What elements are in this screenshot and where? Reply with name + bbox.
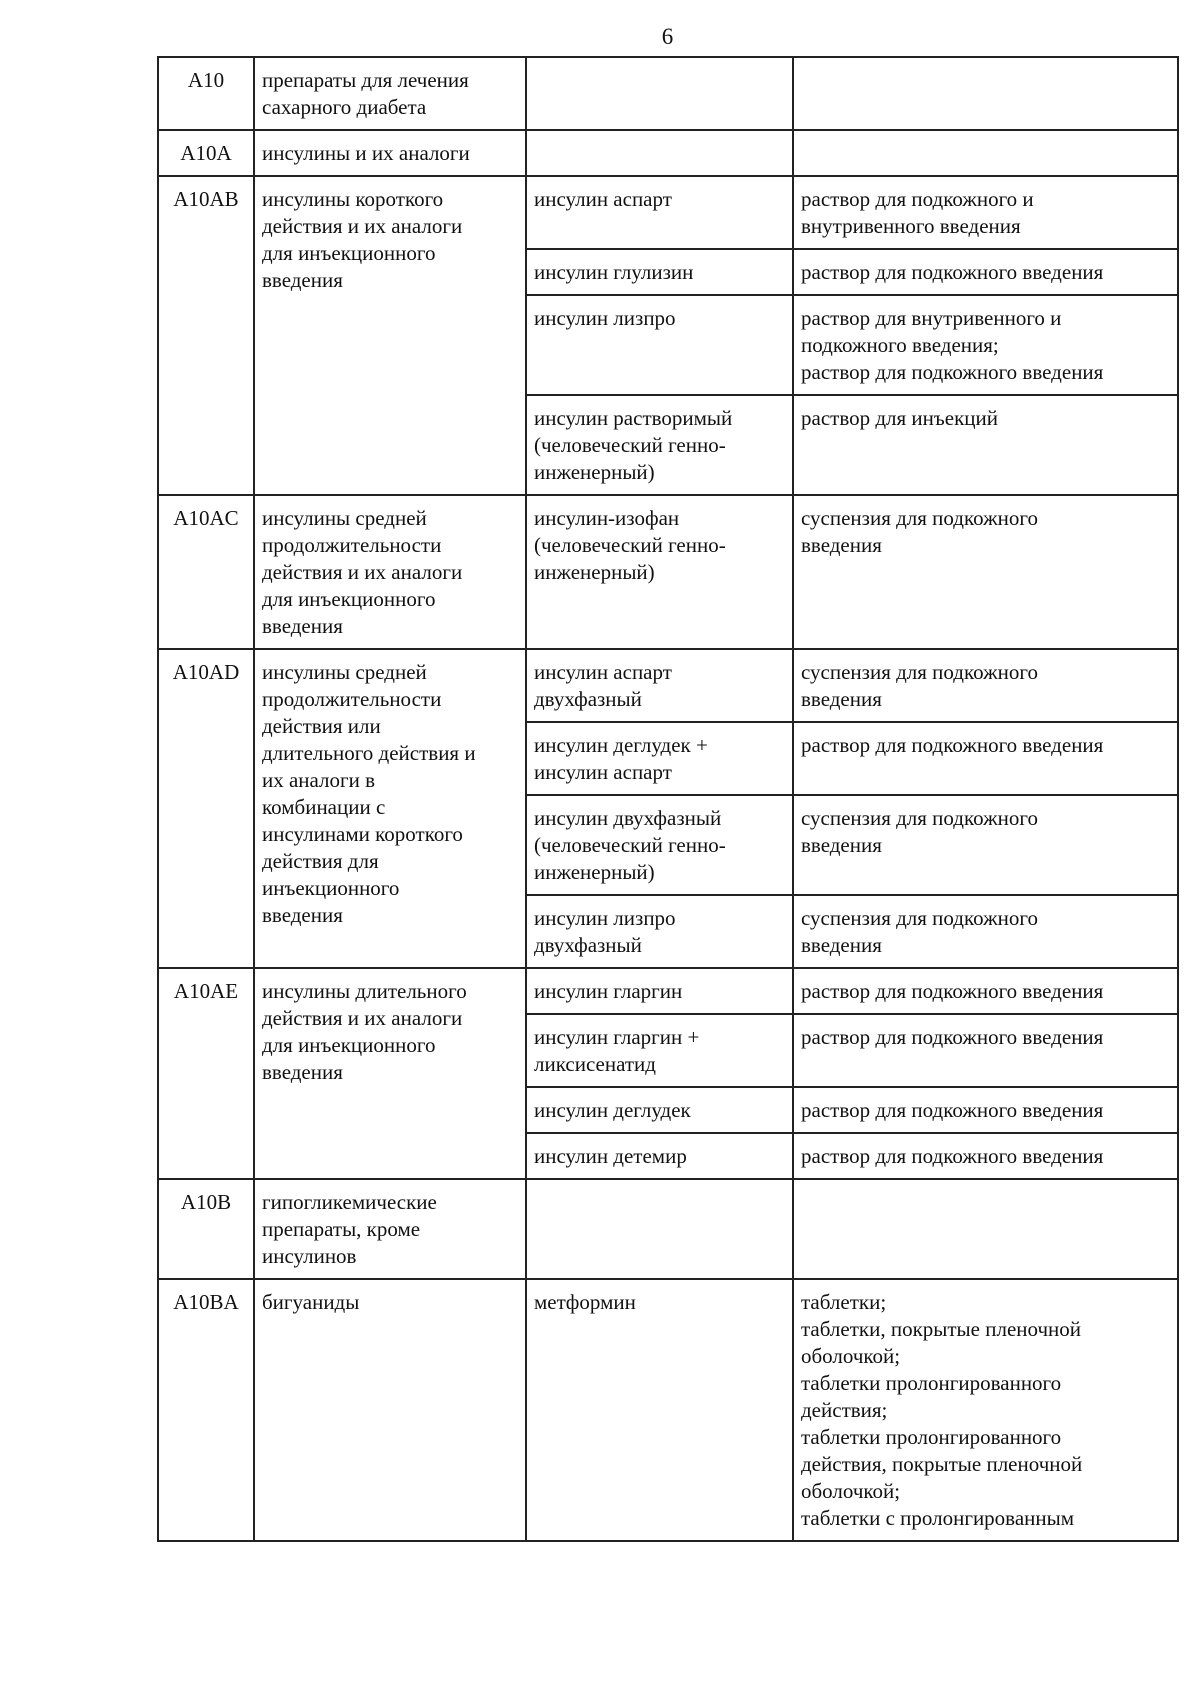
group-name-line: продолжительности: [262, 533, 442, 557]
drug-name: [526, 1133, 793, 1179]
table-row: [158, 130, 1178, 176]
table-row: [158, 1179, 1178, 1279]
drug-name-line: инсулин гларгин +: [534, 1025, 700, 1049]
dosage-form-line: внутривенного введения: [801, 214, 1021, 238]
drug-name-line: (человеческий генно-: [534, 433, 726, 457]
drug-name-line: инсулин аспарт: [534, 187, 672, 211]
group-name-line: инсулинов: [262, 1244, 357, 1268]
dosage-form-line: таблетки;: [801, 1290, 887, 1314]
table-row: [158, 1279, 1178, 1541]
group-name-line: сахарного диабета: [262, 95, 427, 119]
group-name-line: для инъекционного: [262, 241, 436, 265]
page-number: 6: [661, 24, 674, 49]
group-name-line: комбинации с: [262, 795, 386, 819]
table-row: [158, 649, 1178, 722]
dosage-form: [793, 649, 1178, 722]
dosage-form: [793, 57, 1178, 130]
drug-name: [526, 176, 793, 249]
group-name-line: действия или: [262, 714, 381, 738]
dosage-form-line: таблетки, покрытые пленочной: [801, 1317, 1082, 1341]
drug-name-line: инженерный): [534, 860, 655, 884]
table-body: [158, 57, 1178, 1541]
drug-name-line: инсулин деглудек +: [534, 733, 708, 757]
dosage-form-line: раствор для подкожного введения: [801, 360, 1104, 384]
dosage-form-line: подкожного введения;: [801, 333, 999, 357]
drug-name-line: инсулин-изофан: [534, 506, 680, 530]
group-name-line: для инъекционного: [262, 587, 436, 611]
drug-name: [526, 1087, 793, 1133]
drug-name-line: инсулин лизпро: [534, 906, 676, 930]
drug-name-line: (человеческий генно-: [534, 533, 726, 557]
group-name: [254, 130, 526, 176]
atc-code: A10BA: [158, 1279, 254, 1541]
dosage-form-line: суспензия для подкожного: [801, 506, 1038, 530]
drug-name-line: двухфазный: [534, 933, 642, 957]
group-name-line: бигуаниды: [262, 1290, 360, 1314]
group-name: [254, 968, 526, 1179]
dosage-form: [793, 1179, 1178, 1279]
drug-name-line: инсулин детемир: [534, 1144, 687, 1168]
group-name-line: введения: [262, 614, 343, 638]
dosage-form-line: таблетки пролонгированного: [801, 1425, 1062, 1449]
dosage-form-line: раствор для подкожного введения: [801, 979, 1104, 1003]
atc-code: A10A: [158, 130, 254, 176]
dosage-form: [793, 795, 1178, 895]
drug-name: [526, 1279, 793, 1541]
drug-name-line: двухфазный: [534, 687, 642, 711]
group-name-line: препараты, кроме: [262, 1217, 421, 1241]
group-name-line: препараты для лечения: [262, 68, 469, 92]
dosage-form-line: введения: [801, 933, 882, 957]
drug-name: [526, 295, 793, 395]
dosage-form-line: действия;: [801, 1398, 888, 1422]
table-row: [158, 495, 1178, 649]
dosage-form-line: раствор для подкожного введения: [801, 1144, 1104, 1168]
group-name-line: для инъекционного: [262, 1033, 436, 1057]
drug-name-line: инсулин деглудек: [534, 1098, 691, 1122]
group-name-line: инсулины средней: [262, 660, 427, 684]
group-name-line: их аналоги в: [262, 768, 376, 792]
table-row: [158, 176, 1178, 249]
drug-name: [526, 795, 793, 895]
dosage-form-line: суспензия для подкожного: [801, 660, 1038, 684]
dosage-form-line: суспензия для подкожного: [801, 806, 1038, 830]
group-name-line: гипогликемические: [262, 1190, 437, 1214]
dosage-form-line: введения: [801, 533, 882, 557]
dosage-form: [793, 176, 1178, 249]
dosage-form-line: таблетки с пролонгированным: [801, 1506, 1075, 1530]
drug-name-line: (человеческий генно-: [534, 833, 726, 857]
group-name-line: действия и их аналоги: [262, 1006, 463, 1030]
drug-name: [526, 968, 793, 1014]
group-name: [254, 57, 526, 130]
dosage-form: [793, 895, 1178, 968]
atc-code: A10B: [158, 1179, 254, 1279]
group-name-line: инсулинами короткого: [262, 822, 463, 846]
group-name-line: инсулины и их аналоги: [262, 141, 470, 165]
drug-name-line: инсулин лизпро: [534, 306, 676, 330]
drug-name-line: инсулин двухфазный: [534, 806, 722, 830]
group-name-line: продолжительности: [262, 687, 442, 711]
dosage-form: [793, 1279, 1178, 1541]
atc-code: A10AE: [158, 968, 254, 1179]
atc-code: A10AB: [158, 176, 254, 495]
atc-code: A10AD: [158, 649, 254, 968]
dosage-form: [793, 295, 1178, 395]
drug-classification-table: [157, 56, 1179, 1542]
drug-name: [526, 130, 793, 176]
dosage-form-line: суспензия для подкожного: [801, 906, 1038, 930]
drug-name-line: инсулин глулизин: [534, 260, 694, 284]
group-name-line: действия для: [262, 849, 379, 873]
dosage-form-line: раствор для внутривенного и: [801, 306, 1062, 330]
dosage-form-line: раствор для подкожного введения: [801, 1098, 1104, 1122]
dosage-form-line: оболочкой;: [801, 1344, 901, 1368]
group-name: [254, 1279, 526, 1541]
drug-name: [526, 395, 793, 495]
dosage-form-line: введения: [801, 833, 882, 857]
group-name-line: длительного действия и: [262, 741, 476, 765]
group-name-line: действия и их аналоги: [262, 214, 463, 238]
drug-name-line: инсулин аспарт: [534, 660, 672, 684]
group-name-line: введения: [262, 1060, 343, 1084]
group-name-line: инсулины средней: [262, 506, 427, 530]
dosage-form: [793, 722, 1178, 795]
drug-name: [526, 495, 793, 649]
drug-name-line: инсулин аспарт: [534, 760, 672, 784]
dosage-form: [793, 1014, 1178, 1087]
drug-name-line: инсулин гларгин: [534, 979, 683, 1003]
dosage-form: [793, 1087, 1178, 1133]
dosage-form-line: раствор для инъекций: [801, 406, 998, 430]
dosage-form: [793, 130, 1178, 176]
atc-code: A10: [158, 57, 254, 130]
dosage-form-line: раствор для подкожного введения: [801, 733, 1104, 757]
group-name-line: введения: [262, 268, 343, 292]
drug-name: [526, 249, 793, 295]
drug-name: [526, 1179, 793, 1279]
dosage-form: [793, 968, 1178, 1014]
dosage-form-line: оболочкой;: [801, 1479, 901, 1503]
dosage-form-line: раствор для подкожного и: [801, 187, 1034, 211]
group-name-line: введения: [262, 903, 343, 927]
drug-name-line: метформин: [534, 1290, 636, 1314]
group-name-line: инсулины короткого: [262, 187, 444, 211]
drug-name-line: инженерный): [534, 460, 655, 484]
drug-name-line: инженерный): [534, 560, 655, 584]
group-name-line: действия и их аналоги: [262, 560, 463, 584]
drug-name: [526, 722, 793, 795]
dosage-form-line: таблетки пролонгированного: [801, 1371, 1062, 1395]
dosage-form-line: раствор для подкожного введения: [801, 1025, 1104, 1049]
atc-code: A10AC: [158, 495, 254, 649]
group-name: [254, 176, 526, 495]
dosage-form-line: введения: [801, 687, 882, 711]
table-row: [158, 968, 1178, 1014]
drug-name: [526, 895, 793, 968]
group-name-line: инъекционного: [262, 876, 400, 900]
dosage-form-line: раствор для подкожного введения: [801, 260, 1104, 284]
table-row: [158, 57, 1178, 130]
group-name: [254, 1179, 526, 1279]
drug-name: [526, 649, 793, 722]
group-name: [254, 649, 526, 968]
group-name: [254, 495, 526, 649]
drug-name-line: инсулин растворимый: [534, 406, 733, 430]
dosage-form-line: действия, покрытые пленочной: [801, 1452, 1083, 1476]
drug-name-line: ликсисенатид: [534, 1052, 656, 1076]
dosage-form: [793, 249, 1178, 295]
dosage-form: [793, 495, 1178, 649]
dosage-form: [793, 1133, 1178, 1179]
group-name-line: инсулины длительного: [262, 979, 467, 1003]
drug-name: [526, 1014, 793, 1087]
drug-name: [526, 57, 793, 130]
dosage-form: [793, 395, 1178, 495]
